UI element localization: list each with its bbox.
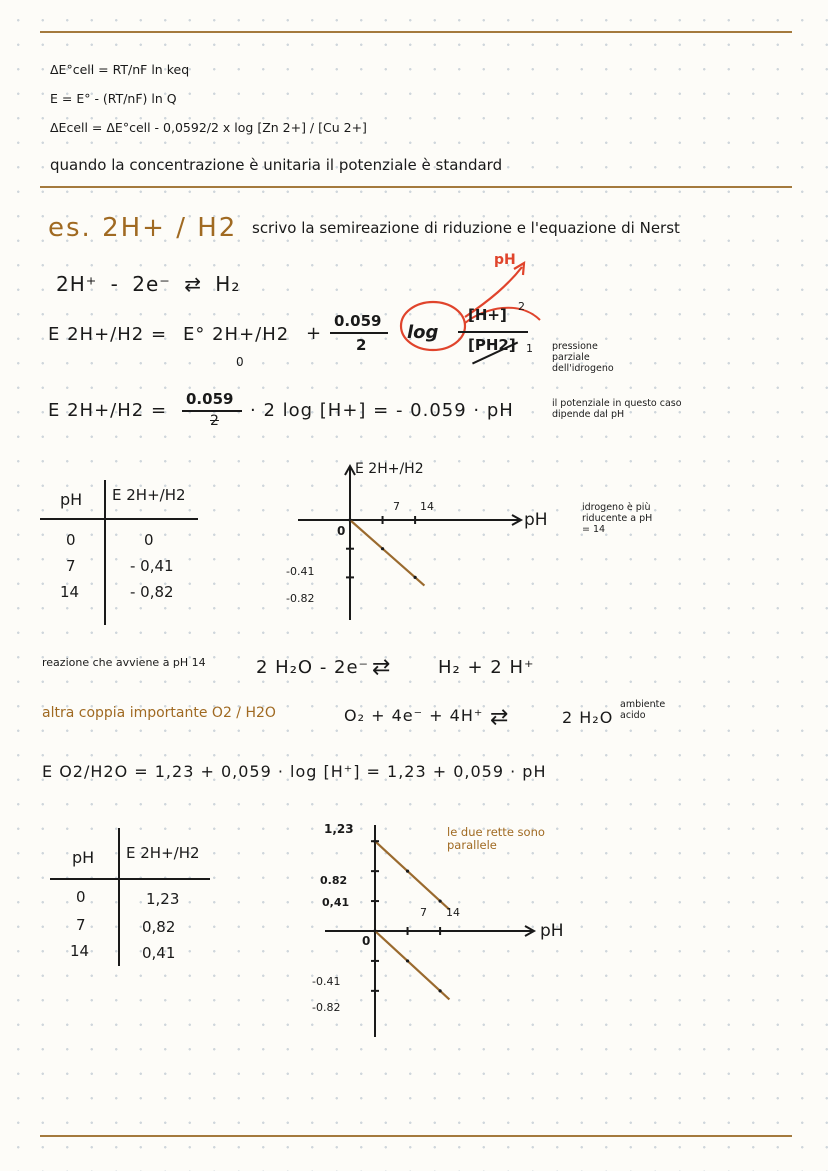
series-line-0 bbox=[375, 841, 449, 909]
reaction-ph14-left: 2 H₂O - 2e⁻ bbox=[256, 657, 370, 678]
graph2-x-title: pH bbox=[540, 921, 564, 941]
table2-row2-ph: 7 bbox=[76, 916, 86, 934]
simplified-lhs: E 2H+/H2 = bbox=[48, 400, 168, 421]
graph2-tick-y-041: 0,41 bbox=[322, 896, 350, 909]
formula-standard-note: quando la concentrazione è unitaria il potenziale è standard bbox=[50, 156, 503, 174]
series-line-1 bbox=[375, 931, 449, 999]
table1 bbox=[40, 480, 200, 625]
graph1-chart bbox=[290, 455, 550, 625]
nernst-frac-den: 2 bbox=[356, 336, 367, 354]
nernst-log: log bbox=[407, 322, 439, 343]
reaction-ph14-label: reazione che avviene a pH 14 bbox=[42, 656, 206, 669]
reaction-ph14-arrow: ⇄ bbox=[372, 655, 391, 680]
table2-row3-e: 0,41 bbox=[142, 944, 176, 962]
table2-header-ph: pH bbox=[72, 848, 95, 867]
table1-row2-e: - 0,41 bbox=[130, 557, 174, 575]
data-point bbox=[381, 547, 384, 550]
note-pressione: pressione parziale dell'idrogeno bbox=[552, 341, 614, 374]
section-rule bbox=[40, 186, 792, 188]
ph-annotation-label: pH bbox=[494, 252, 516, 268]
nernst-ph2-value: 1 bbox=[526, 342, 533, 355]
graph2-tick-x-14: 14 bbox=[446, 906, 460, 919]
graph2-tick-x-7: 7 bbox=[420, 906, 427, 919]
formula-nernst-general: E = E° - (RT/nF) ln Q bbox=[50, 91, 177, 106]
nernst-e0: E° 2H+/H2 bbox=[183, 324, 290, 345]
half-reaction-h2: 2H⁺ - 2e⁻ ⇄ H₂ bbox=[56, 272, 241, 296]
data-point bbox=[373, 929, 376, 932]
table1-hline bbox=[40, 518, 198, 520]
table1-row3-e: - 0,82 bbox=[130, 583, 174, 601]
series-line-0 bbox=[350, 520, 424, 586]
table1-row1-ph: 0 bbox=[66, 531, 76, 549]
o2-pair-right: 2 H₂O bbox=[562, 708, 614, 727]
table1-header-e: E 2H+/H2 bbox=[112, 486, 186, 504]
table2-header-e: E 2H+/H2 bbox=[126, 844, 200, 862]
table2-hline bbox=[50, 878, 210, 880]
simplified-num: 0.059 bbox=[186, 390, 234, 408]
example-title: es. 2H+ / H2 bbox=[48, 213, 238, 243]
table1-row3-ph: 14 bbox=[60, 583, 80, 601]
simplified-rhs: · 2 log [H+] = - 0.059 · pH bbox=[250, 400, 514, 421]
graph2-tick-y-123: 1,23 bbox=[324, 822, 354, 836]
o2-pair-note: ambiente acido bbox=[620, 699, 666, 721]
formula-delta-e-cell: ΔE°cell = RT/nF ln keq bbox=[50, 62, 190, 77]
table2-vline bbox=[118, 828, 120, 966]
o2-pair-left: O₂ + 4e⁻ + 4H⁺ bbox=[344, 706, 484, 725]
table2-row1-e: 1,23 bbox=[146, 890, 180, 908]
graph2-tick-y-082: 0.82 bbox=[320, 874, 348, 887]
graph1-y-title: E 2H+/H2 bbox=[355, 461, 424, 477]
simplified-den: 2 bbox=[210, 413, 219, 429]
nernst-h-conc: [H+] bbox=[468, 306, 507, 324]
data-point bbox=[439, 989, 442, 992]
top-rule bbox=[40, 31, 792, 33]
graph1-origin: 0 bbox=[337, 524, 346, 538]
graph1-tick-y-041: -0.41 bbox=[286, 565, 315, 578]
graph1-tick-x-14: 14 bbox=[420, 500, 434, 513]
o2-nernst: E O2/H2O = 1,23 + 0,059 · log [H⁺] = 1,23 + 0,059 · pH bbox=[42, 762, 547, 781]
nernst-h-exp: 2 bbox=[518, 300, 525, 313]
table1-row1-e: 0 bbox=[144, 531, 154, 549]
nernst-e0-zero: 0 bbox=[236, 355, 244, 369]
note-potenziale: il potenziale in questo caso dipende dal pH bbox=[552, 398, 682, 420]
simplified-frac-line bbox=[182, 410, 242, 412]
graph2-note: le due rette sono parallele bbox=[447, 825, 545, 852]
nernst-ph2-conc: [PH2] bbox=[468, 336, 516, 354]
table1-vline bbox=[104, 480, 106, 625]
data-point bbox=[406, 959, 409, 962]
data-point bbox=[406, 870, 409, 873]
graph1-tick-y-082: -0.82 bbox=[286, 592, 315, 605]
graph1-x-title: pH bbox=[524, 510, 548, 530]
example-instruction: scrivo la semireazione di riduzione e l'equazione di Nerst bbox=[252, 219, 680, 237]
data-point bbox=[414, 576, 417, 579]
table2 bbox=[50, 828, 210, 966]
data-point bbox=[439, 899, 442, 902]
table1-header-ph: pH bbox=[60, 490, 83, 509]
table2-row2-e: 0,82 bbox=[142, 918, 176, 936]
reaction-ph14-right: H₂ + 2 H⁺ bbox=[438, 657, 535, 678]
nernst-frac-line bbox=[330, 332, 388, 334]
table2-row1-ph: 0 bbox=[76, 888, 86, 906]
data-point bbox=[348, 518, 351, 521]
formula-delta-ecell-zn-cu: ΔEcell = ΔE°cell - 0,0592/2 x log [Zn 2+] / [Cu 2+] bbox=[50, 120, 367, 135]
table2-row3-ph: 14 bbox=[70, 942, 90, 960]
graph2-tick-y-neg082: -0.82 bbox=[312, 1001, 341, 1014]
nernst-plus: + bbox=[306, 323, 322, 344]
graph1-tick-x-7: 7 bbox=[393, 500, 400, 513]
nernst-lhs: E 2H+/H2 = bbox=[48, 324, 168, 345]
o2-pair-label: altra coppia importante O2 / H2O bbox=[42, 705, 276, 721]
nernst-log-frac-line bbox=[458, 331, 528, 333]
graph1-note: idrogeno è più riducente a pH = 14 bbox=[582, 502, 653, 535]
o2-pair-arrow: ⇄ bbox=[490, 705, 509, 730]
bottom-rule bbox=[40, 1135, 792, 1137]
nernst-frac-num: 0.059 bbox=[334, 312, 382, 330]
table1-row2-ph: 7 bbox=[66, 557, 76, 575]
graph2-tick-y-neg041: -0.41 bbox=[312, 975, 341, 988]
graph2-origin: 0 bbox=[362, 934, 371, 948]
